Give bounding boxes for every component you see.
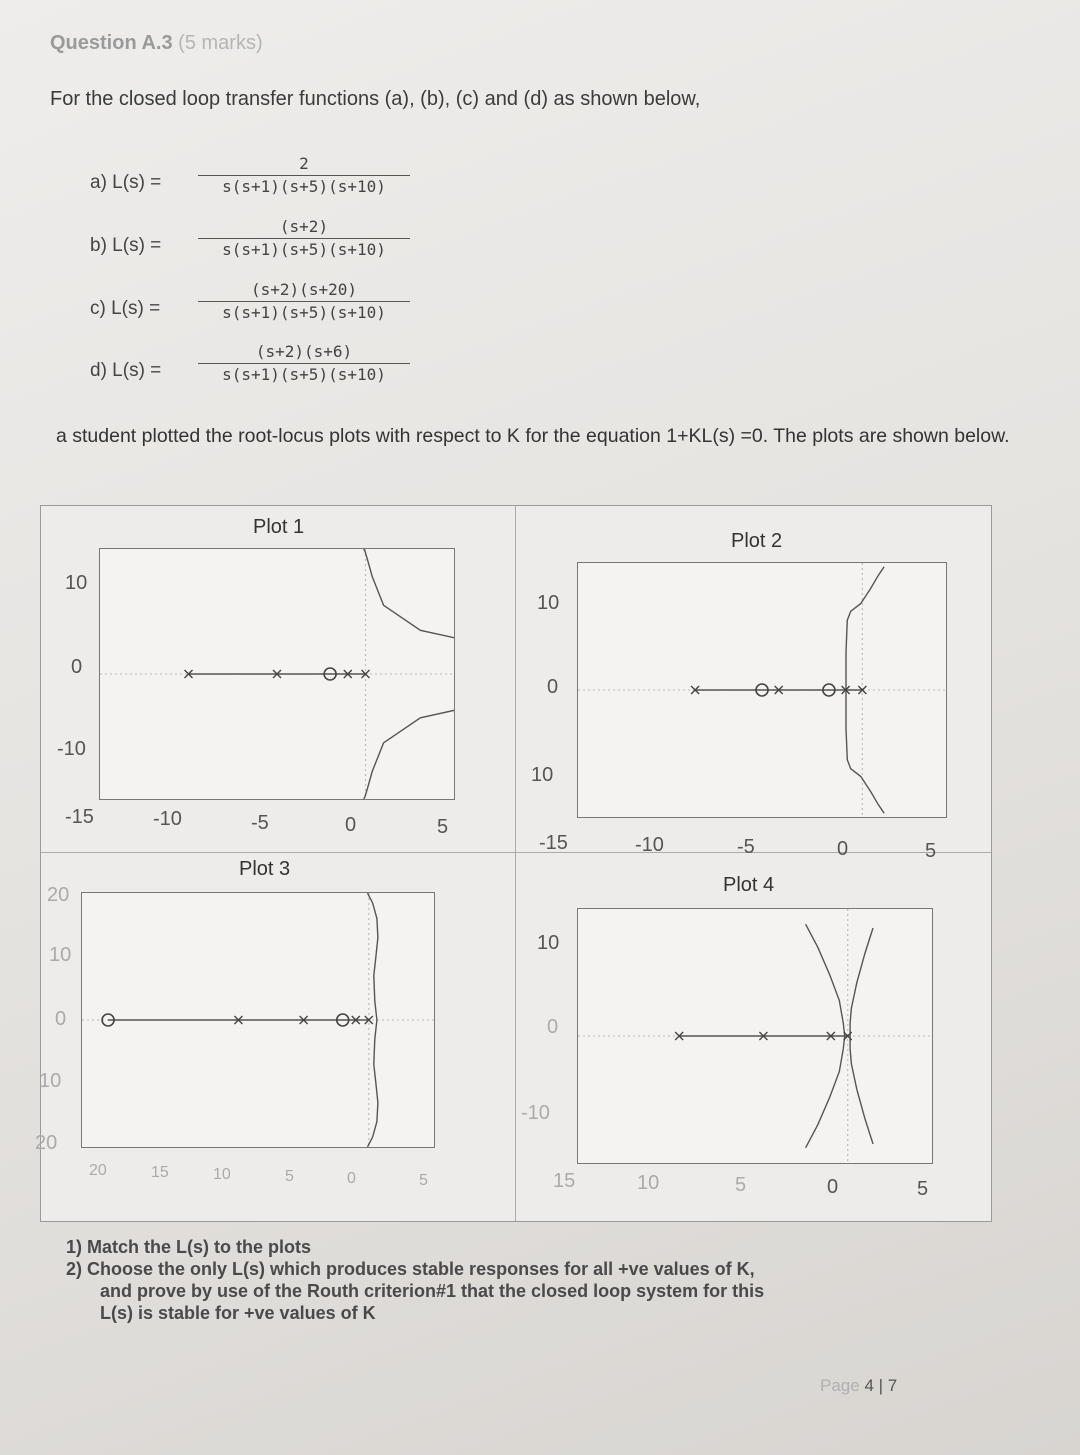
plot-2-ytick: 10 (537, 592, 560, 614)
question-1: 1) Match the L(s) to the plots (66, 1237, 311, 1257)
plot-1-xtick: 5 (437, 816, 449, 838)
plot-4-title: Plot 4 (723, 874, 775, 896)
plot-1-xtick: -10 (153, 808, 182, 830)
root-locus-svg (100, 549, 454, 799)
plot-3-ytick: 10 (49, 944, 72, 966)
locus-branch (368, 893, 378, 1020)
plot-3-ytick: 20 (47, 884, 70, 906)
fraction: (s+2)(s+6) s(s+1)(s+5)(s+10) (198, 342, 410, 385)
questions-list (66, 1236, 966, 1324)
locus-branch (846, 690, 884, 813)
plot-4-xtick: 5 (917, 1178, 929, 1200)
plot-3-xtick: 5 (285, 1168, 294, 1185)
fraction-bar (198, 175, 410, 176)
plot-3-ytick: 10 (39, 1070, 62, 1092)
plot-2-title: Plot 2 (731, 530, 783, 552)
plot-1-xtick: -5 (251, 812, 269, 834)
locus-branch (850, 928, 873, 1036)
locus-branch (364, 549, 454, 668)
plot-3-ytick: 20 (35, 1132, 58, 1154)
root-locus-svg (578, 563, 946, 817)
question-2-line-2: and prove by use of the Routh criterion#1 that the closed loop system for this (100, 1281, 765, 1301)
fraction-bar (198, 301, 410, 302)
locus-branch (806, 1036, 845, 1148)
plot-4-xtick: 10 (637, 1172, 660, 1194)
intro-text: For the closed loop transfer functions (a), (b), (c) and (d) as shown below, (50, 88, 701, 110)
plot-3-xtick: 10 (213, 1166, 231, 1183)
plot-2-xtick: 5 (925, 840, 937, 862)
plot-4-xtick: 0 (827, 1176, 839, 1198)
plot-3-ytick: 0 (55, 1008, 67, 1030)
plot-3-xtick: 0 (347, 1170, 356, 1187)
plot-3-axes (81, 892, 435, 1148)
root-locus-svg (82, 893, 434, 1147)
plot-1-ytick: 10 (65, 572, 88, 594)
root-locus-svg (578, 909, 932, 1163)
plot-1-xtick: -15 (65, 806, 94, 828)
plot-4-xtick: 5 (735, 1174, 747, 1196)
divider-horizontal (41, 852, 991, 853)
fraction: (s+2)(s+20) s(s+1)(s+5)(s+10) (198, 280, 410, 323)
plot-4-axes (577, 908, 933, 1164)
plot-3-xtick: 5 (419, 1172, 428, 1189)
question-title: Question A.3 (5 marks) (50, 32, 263, 54)
fraction: (s+2) s(s+1)(s+5)(s+10) (198, 217, 410, 260)
plot-4-ytick: -10 (521, 1102, 550, 1124)
plots-figure (35, 505, 992, 1222)
plot-1-ytick: 0 (71, 656, 83, 678)
plot-2-xtick: -5 (737, 836, 755, 858)
plot-2-xtick: 0 (837, 838, 849, 860)
plot-1-ytick: -10 (57, 738, 86, 760)
fraction: 2 s(s+1)(s+5)(s+10) (198, 154, 410, 197)
plot-1-axes (99, 548, 455, 800)
plot-4-xtick: 15 (553, 1170, 576, 1192)
plot-3-title: Plot 3 (239, 858, 291, 880)
plot-4-ytick: 0 (547, 1016, 559, 1038)
divider-vertical (515, 506, 516, 1221)
question-2: 2) Choose the only L(s) which produces stable responses for all +ve values of K, (66, 1259, 755, 1279)
problem-paragraph: a student plotted the root-locus plots with respect to K for the equation 1+KL(s) =0. The plots are shown below. (56, 425, 1010, 447)
locus-branch (850, 1036, 873, 1144)
plot-2-ytick: 10 (531, 764, 554, 786)
page-number: Page 4 | 7 (820, 1376, 898, 1395)
question-2-line-3: L(s) is stable for +ve values of K (100, 1303, 376, 1323)
fraction-bar (198, 238, 410, 239)
locus-branch (806, 924, 845, 1036)
plot-3-xtick: 15 (151, 1164, 169, 1181)
plot-3-xtick: 20 (89, 1162, 107, 1179)
plot-2-xtick: -15 (539, 832, 568, 854)
plot-4-ytick: 10 (537, 932, 560, 954)
fraction-bar (198, 363, 410, 364)
document-page: Question A.3 (5 marks) For the closed loop transfer functions (a), (b), (c) and (d) as shown below, a) L(s) = 2 s(s+1)(s+5)(s+10) b) L(s) = (s+2) s(s+1)(s+5)(s+10) c) L(s) = (s+2)(s+20) s(s+1)(s+5)(s+10) d) L(s) = (s+2)(s+6) s(s+1)(s+5)(s+10) a student plotted the root-locus plots with respect to K for the equation 1+KL(s) =0. The plots are shown below. Plot 1 10 0 -10 -15 -10 -5 0 5 Plot 2 10 0 10 -15 -10 -5 0 5 Plot 3 20 10 0 10 20 20 15 10 5 0 5 Plot 4 10 0 -10 15 10 5 0 5 1) Match the L(s) to the plots 2) Choose the only L(s) which produces stable responses for all +ve values of K, and prove by use of the Routh criterion#1 that the closed loop system for this L(s) is stable for +ve values of K Page 4 | 7 (0, 0, 1080, 1455)
plot-1-xtick: 0 (345, 814, 357, 836)
locus-branch (846, 567, 884, 690)
plot-2-axes (577, 562, 947, 818)
plot-1-title: Plot 1 (253, 516, 305, 538)
plot-2-ytick: 0 (547, 676, 559, 698)
locus-branch (364, 680, 454, 799)
plot-2-xtick: -10 (635, 834, 664, 856)
